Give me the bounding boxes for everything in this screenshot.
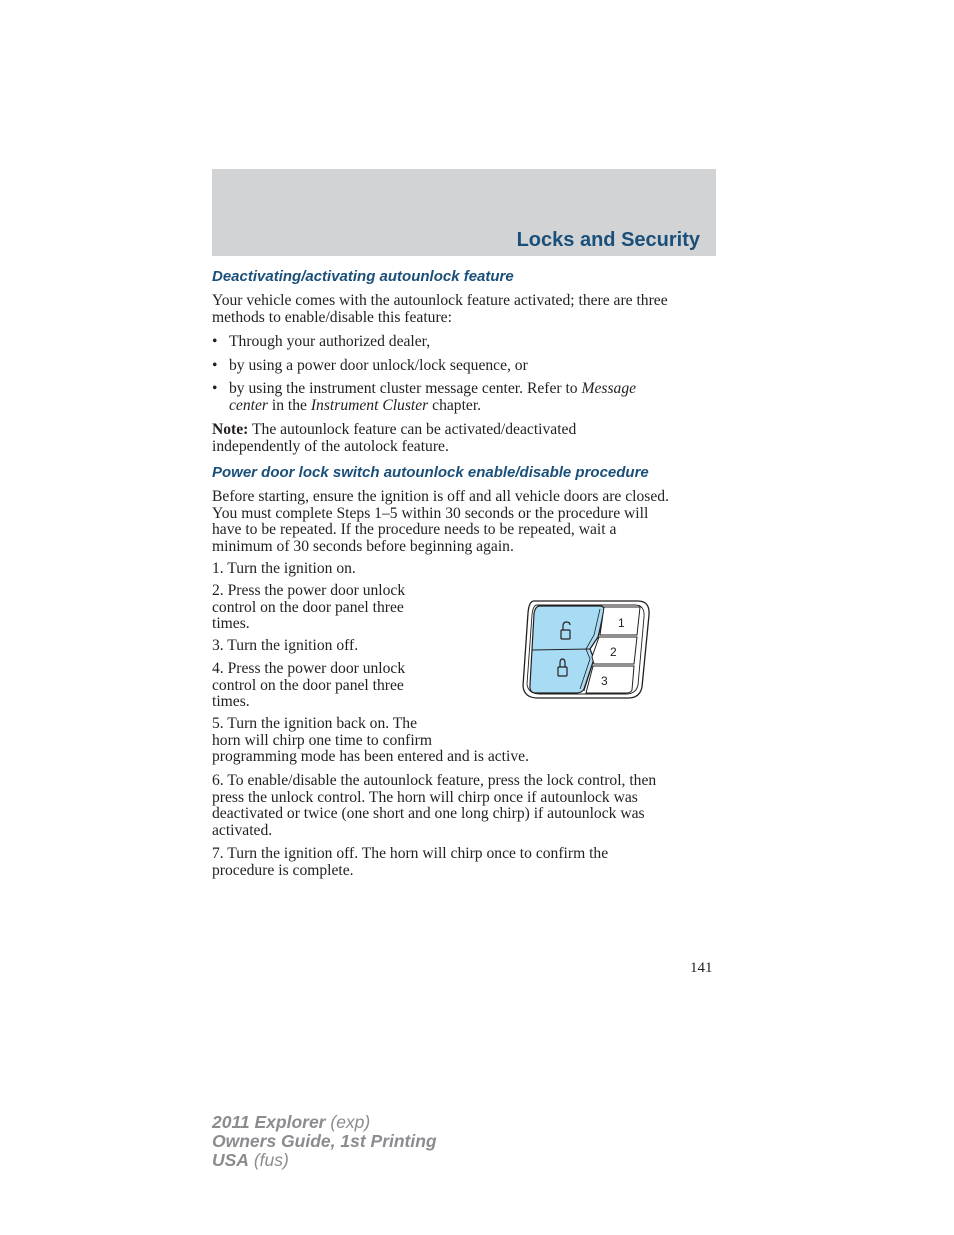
step-line: control on the door panel three bbox=[212, 598, 404, 616]
step-4 bbox=[212, 661, 405, 711]
footer-edition: Owners Guide, 1st Printing bbox=[212, 1131, 437, 1151]
step-line: programming mode has been entered and is active. bbox=[212, 748, 529, 766]
intro-line: have to be repeated. If the procedure needs to be repeated, wait a bbox=[212, 521, 617, 539]
intro-line: Your vehicle comes with the autounlock feature activated; there are three bbox=[212, 292, 668, 309]
bullet-icon: • bbox=[212, 357, 218, 374]
reference-center: center bbox=[229, 396, 268, 414]
list-item-text: by using a power door unlock/lock sequence, or bbox=[229, 357, 528, 374]
bullet-icon: • bbox=[212, 333, 218, 350]
step-line: 5. Turn the ignition back on. The bbox=[212, 715, 418, 732]
chapter-header-band bbox=[212, 169, 716, 256]
note-label: Note: bbox=[212, 421, 249, 438]
page-number: 141 bbox=[690, 960, 713, 976]
step-line: press the unlock control. The horn will chirp once if autounlock was bbox=[212, 788, 638, 806]
step-3: 3. Turn the ignition off. bbox=[212, 637, 359, 654]
memory-button-label: 3 bbox=[601, 674, 608, 688]
step-line: 7. Turn the ignition off. The horn will chirp once to confirm the bbox=[212, 845, 609, 862]
step-line: 4. Press the power door unlock bbox=[212, 660, 406, 677]
step-1: 1. Turn the ignition on. bbox=[212, 560, 356, 577]
section-heading-autounlock: Deactivating/activating autounlock feature bbox=[212, 268, 514, 285]
step-5 bbox=[212, 716, 529, 766]
document-footer bbox=[212, 1113, 437, 1170]
bullet-icon: • bbox=[212, 380, 218, 397]
list-item-text: by using the instrument cluster message center. Refer to Message center in the Instrument Cluster chapter. bbox=[229, 380, 637, 414]
reference-instrument-cluster: Instrument Cluster bbox=[310, 396, 429, 414]
footer-model-code: (exp) bbox=[325, 1112, 371, 1132]
step-line: 6. To enable/disable the autounlock feature, press the lock control, then bbox=[212, 772, 657, 789]
list-item-text: Through your authorized dealer, bbox=[229, 333, 431, 350]
footer-model: 2011 Explorer bbox=[212, 1112, 326, 1132]
section-heading-procedure: Power door lock switch autounlock enable/disable procedure bbox=[212, 464, 649, 481]
chapter-title: Locks and Security bbox=[516, 229, 700, 251]
step-line: procedure is complete. bbox=[212, 861, 354, 879]
reference-message-center: Message bbox=[581, 380, 637, 397]
memory-button bbox=[586, 666, 634, 693]
step-2 bbox=[212, 583, 405, 633]
footer-market-code: (fus) bbox=[248, 1150, 289, 1170]
intro-line: Before starting, ensure the ignition is off and all vehicle doors are closed. bbox=[212, 488, 669, 505]
step-6 bbox=[212, 773, 656, 839]
procedure-intro bbox=[212, 489, 669, 555]
note-text: independently of the autolock feature. bbox=[212, 437, 449, 455]
step-line: times. bbox=[212, 693, 250, 711]
intro-paragraph bbox=[212, 293, 668, 326]
step-line: times. bbox=[212, 615, 250, 633]
step-line: horn will chirp one time to confirm bbox=[212, 731, 432, 749]
note-paragraph bbox=[212, 422, 576, 455]
step-line: activated. bbox=[212, 821, 273, 839]
step-line: control on the door panel three bbox=[212, 676, 404, 694]
step-7 bbox=[212, 846, 608, 879]
step-line: deactivated or twice (one short and one long chirp) if autounlock was bbox=[212, 805, 645, 823]
intro-line: methods to enable/disable this feature: bbox=[212, 308, 452, 326]
intro-line: minimum of 30 seconds before beginning again. bbox=[212, 537, 514, 555]
step-line: 2. Press the power door unlock bbox=[212, 582, 406, 599]
memory-button-label: 2 bbox=[610, 645, 617, 659]
door-lock-switch-illustration bbox=[520, 597, 652, 701]
memory-button-label: 1 bbox=[618, 616, 625, 630]
footer-market: USA bbox=[212, 1150, 249, 1170]
note-text: The autounlock feature can be activated/deactivated bbox=[248, 421, 577, 438]
intro-line: You must complete Steps 1–5 within 30 seconds or the procedure will bbox=[212, 504, 649, 522]
